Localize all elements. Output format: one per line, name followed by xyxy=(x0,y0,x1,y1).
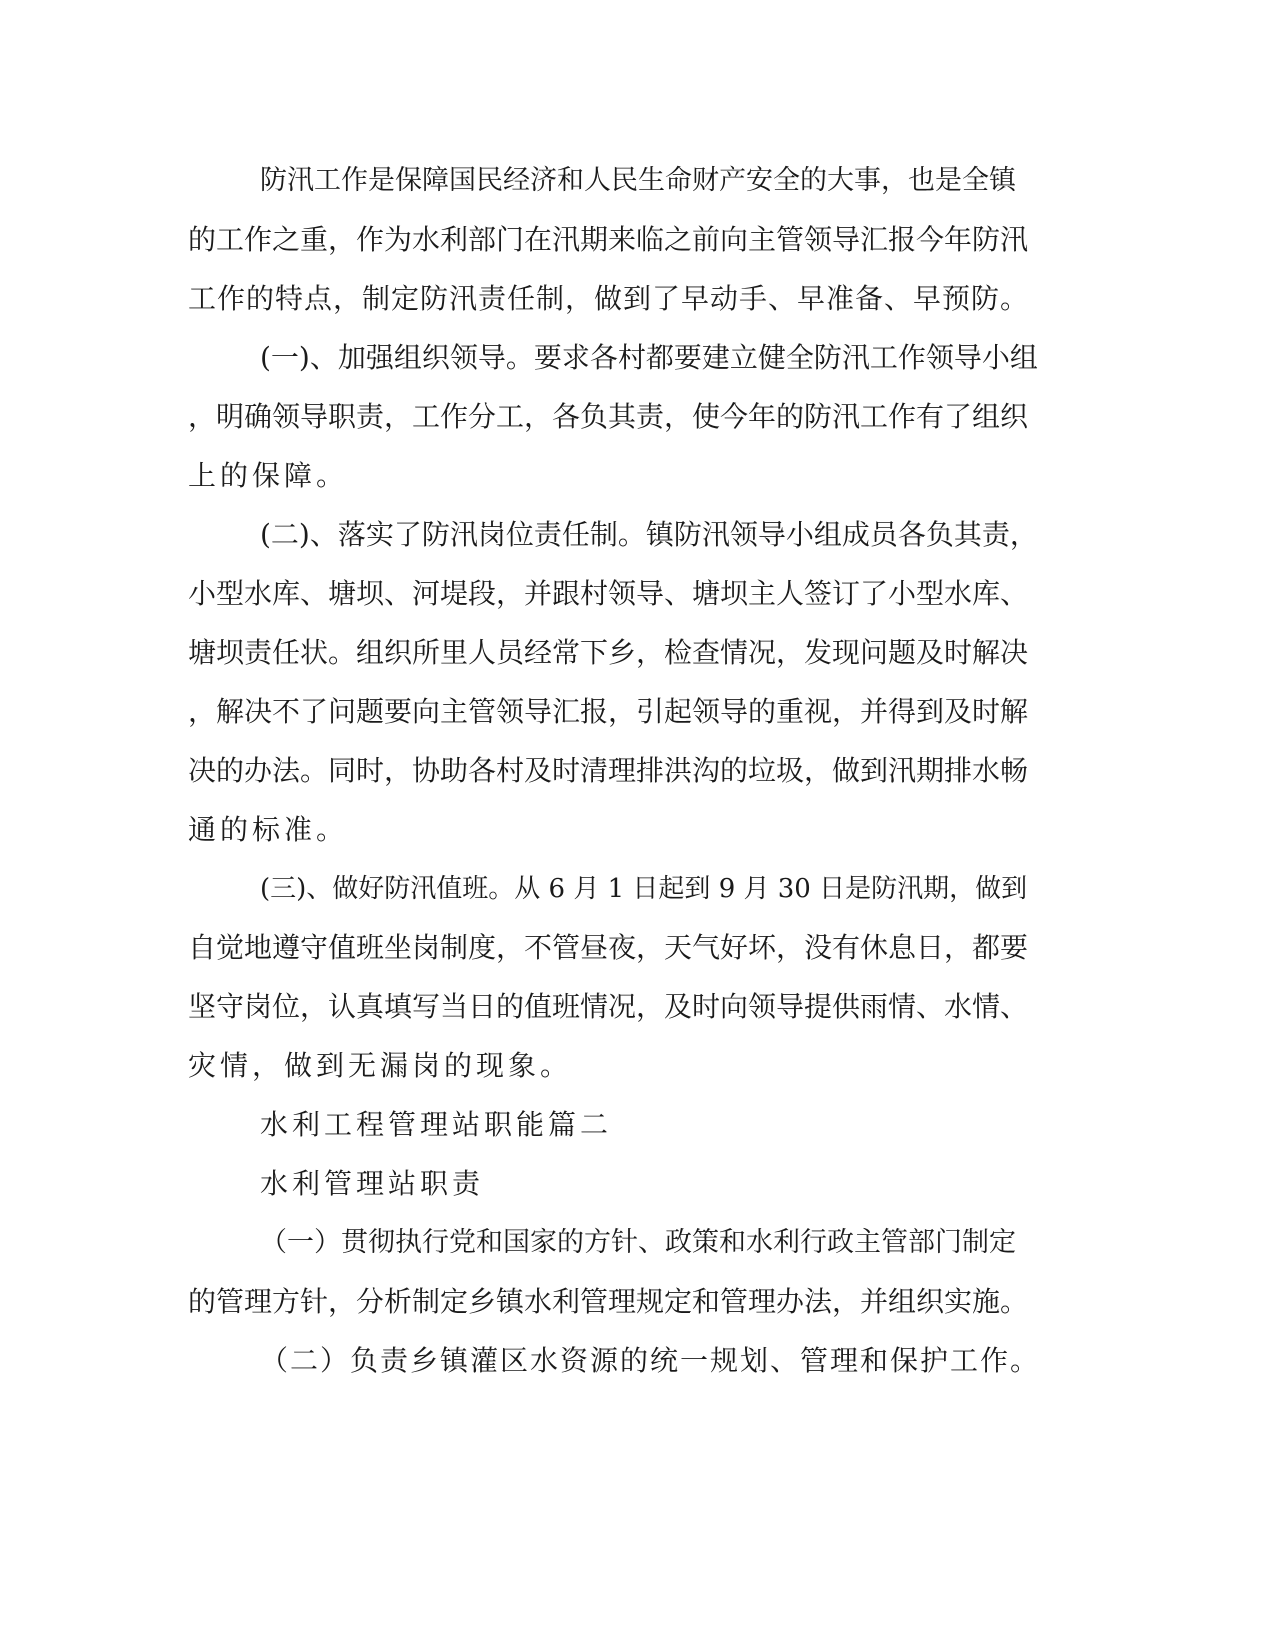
text-line: 小型水库、塘坝、河堤段，并跟村领导、塘坝主人签订了小型水库、 xyxy=(188,577,1029,610)
section-heading: 水利工程管理站职能篇二 xyxy=(260,1108,613,1141)
text-line: （一）贯彻执行党和国家的方针、政策和水利行政主管部门制定 xyxy=(260,1227,1016,1258)
text-line: 工作的特点，制定防汛责任制，做到了早动手、早准备、早预防。 xyxy=(188,282,1030,315)
text-line: (一)、加强组织领导。要求各村都要建立健全防汛工作领导小组 xyxy=(260,341,1038,374)
text-line: (三)、做好防汛值班。从 6 月 1 日起到 9 月 30 日是防汛期，做到 xyxy=(260,874,1028,904)
text-line: 的工作之重，作为水利部门在汛期来临之前向主管领导汇报今年防汛 xyxy=(188,223,1029,256)
text-line: 决的办法。同时，协助各村及时清理排洪沟的垃圾，做到汛期排水畅 xyxy=(188,754,1029,787)
text-line: 上的保障。 xyxy=(188,459,349,492)
text-line: 塘坝责任状。组织所里人员经常下乡，检查情况，发现问题及时解决 xyxy=(188,636,1029,669)
text-line: ，解决不了问题要向主管领导汇报，引起领导的重视，并得到及时解 xyxy=(188,695,1029,728)
text-line: 自觉地遵守值班坐岗制度，不管昼夜，天气好坏，没有休息日，都要 xyxy=(188,931,1029,964)
subsection-heading: 水利管理站职责 xyxy=(260,1167,485,1200)
text-line: 防汛工作是保障国民经济和人民生命财产安全的大事，也是全镇 xyxy=(260,165,1016,196)
text-line: 通的标准。 xyxy=(188,813,349,846)
text-line: 灾情，做到无漏岗的现象。 xyxy=(188,1049,573,1082)
text-line: ，明确领导职责，工作分工，各负其责，使今年的防汛工作有了组织 xyxy=(188,400,1029,433)
text-line: 坚守岗位，认真填写当日的值班情况，及时向领导提供雨情、水情、 xyxy=(188,990,1029,1023)
text-line: （二）负责乡镇灌区水资源的统一规划、管理和保护工作。 xyxy=(260,1344,1041,1377)
text-line: 的管理方针，分析制定乡镇水利管理规定和管理办法，并组织实施。 xyxy=(188,1285,1029,1318)
text-line: (二)、落实了防汛岗位责任制。镇防汛领导小组成员各负其责， xyxy=(260,518,1038,551)
